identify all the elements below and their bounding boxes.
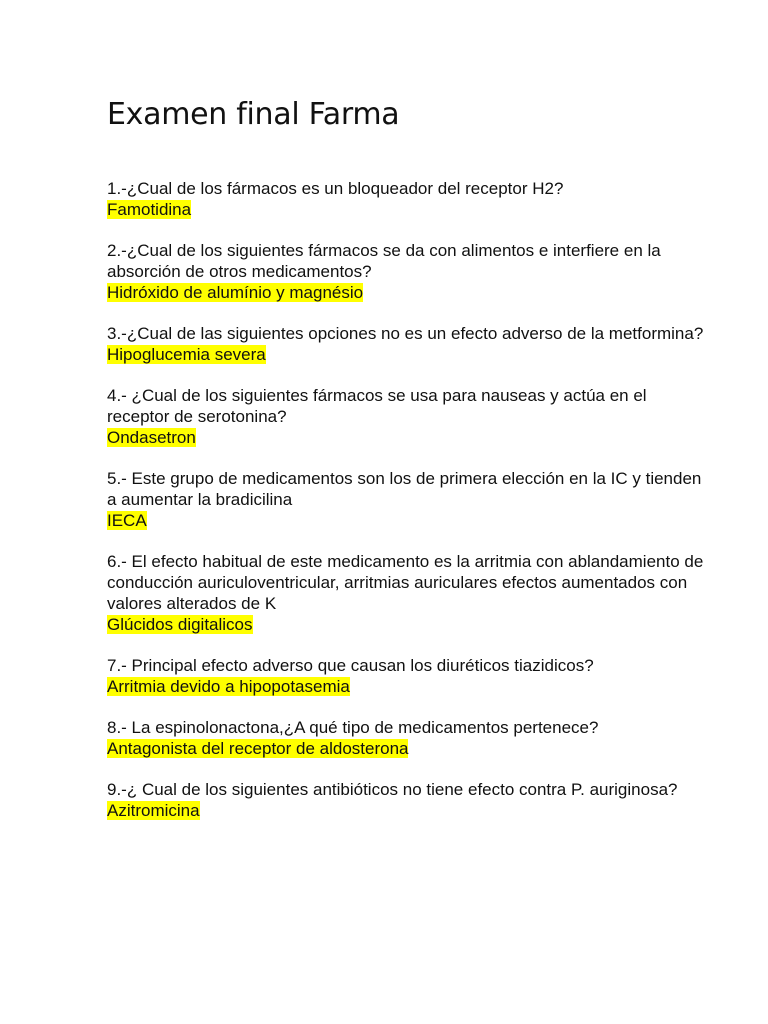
- question-item: [107, 240, 707, 303]
- answer-highlight: Antagonista del receptor de aldosterona: [107, 739, 409, 758]
- question-text: 5.- Este grupo de medicamentos son los de primera elección en la IC y tienden a aumentar la bradicilina: [107, 469, 702, 509]
- question-text: 8.- La espinolonactona,¿A qué tipo de medicamentos pertenece?: [107, 718, 599, 737]
- question-text: 7.- Principal efecto adverso que causan los diuréticos tiazidicos?: [107, 656, 594, 675]
- question-text: 9.-¿ Cual de los siguientes antibióticos no tiene efecto contra P. auriginosa?: [107, 780, 678, 799]
- question-item: [107, 385, 707, 448]
- question-item: [107, 717, 707, 759]
- question-text: 3.-¿Cual de las siguientes opciones no es un efecto adverso de la metformina?: [107, 324, 704, 343]
- question-item: [107, 178, 707, 220]
- answer-highlight: IECA: [107, 511, 147, 530]
- question-text: 4.- ¿Cual de los siguientes fármacos se usa para nauseas y actúa en el receptor de serotonina?: [107, 386, 647, 426]
- question-text: 6.- El efecto habitual de este medicamento es la arritmia con ablandamiento de conducción auriculoventricular, arritmias auriculares efectos aumentados con valores alterados de K: [107, 552, 704, 613]
- document-page: [107, 96, 707, 841]
- answer-highlight: Hidróxido de alumínio y magnésio: [107, 283, 364, 302]
- question-item: [107, 323, 707, 365]
- answer-highlight: Ondasetron: [107, 428, 196, 447]
- question-text: 1.-¿Cual de los fármacos es un bloqueador del receptor H2?: [107, 179, 564, 198]
- question-item: [107, 779, 707, 821]
- question-list: [107, 178, 707, 821]
- question-item: [107, 655, 707, 697]
- answer-highlight: Famotidina: [107, 200, 192, 219]
- document-title: Examen final Farma: [107, 97, 400, 132]
- question-item: [107, 468, 707, 531]
- question-item: [107, 551, 707, 635]
- answer-highlight: Arritmia devido a hipopotasemia: [107, 677, 350, 696]
- question-text: 2.-¿Cual de los siguientes fármacos se da con alimentos e interfiere en la absorción de otros medicamentos?: [107, 241, 661, 281]
- answer-highlight: Azitromicina: [107, 801, 200, 820]
- answer-highlight: Hipoglucemia severa: [107, 345, 266, 364]
- answer-highlight: Glúcidos digitalicos: [107, 615, 253, 634]
